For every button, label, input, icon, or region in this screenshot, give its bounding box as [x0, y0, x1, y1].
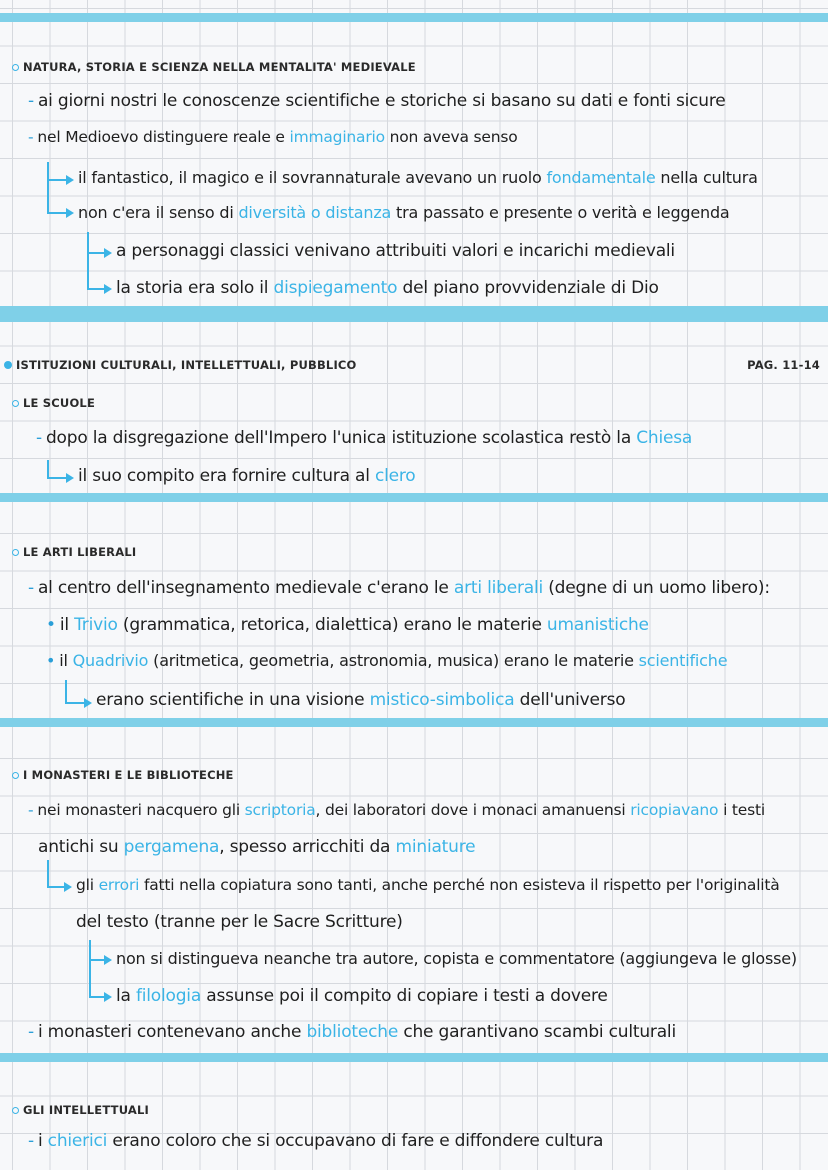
- note-line: del testo (tranne per le Sacre Scritture): [76, 912, 403, 932]
- note-line: la filologia assunse poi il compito di copiare i testi a dovere: [116, 986, 608, 1006]
- note-line: gli errori fatti nella copiatura sono tanti, anche perché non esisteva il rispetto per l'originalità: [76, 876, 780, 894]
- arrow-connector: [90, 940, 104, 997]
- note-line: non si distingueva neanche tra autore, copista e commentatore (aggiungeva le glosse): [116, 949, 797, 968]
- dash-bullet-icon: -: [28, 578, 34, 598]
- arrow-head: [84, 698, 92, 708]
- note-line: - nel Medioevo distinguere reale e immaginario non aveva senso: [28, 128, 518, 146]
- note-line: - dopo la disgregazione dell'Impero l'unica istituzione scolastica restò la Chiesa: [36, 428, 693, 448]
- dash-bullet-icon: -: [28, 128, 34, 146]
- circle-bullet-icon: [12, 400, 19, 407]
- arrow-head: [66, 473, 74, 483]
- page-reference: PAG. 11-14: [747, 358, 820, 372]
- dot-bullet-icon: •: [46, 615, 56, 635]
- subsection-title-scuole: LE SCUOLE: [12, 396, 95, 410]
- dash-bullet-icon: -: [28, 91, 34, 111]
- circle-bullet-icon: [12, 64, 19, 71]
- arrow-head: [64, 882, 72, 892]
- note-line: - i chierici erano coloro che si occupavano di fare e diffondere cultura: [28, 1131, 604, 1151]
- section-title-monasteri: I MONASTERI E LE BIBLIOTECHE: [12, 768, 234, 782]
- arrow-connector: [48, 460, 66, 478]
- circle-bullet-icon: [12, 1107, 19, 1114]
- note-line: • il Quadrivio (aritmetica, geometria, astronomia, musica) erano le materie scientifiche: [46, 651, 728, 670]
- arrow-head: [104, 248, 112, 258]
- arrow-connector: [88, 232, 104, 289]
- arrow-head: [104, 955, 112, 965]
- note-line: - ai giorni nostri le conoscenze scientifiche e storiche si basano su dati e fonti sicure: [28, 91, 726, 111]
- section-title-intellettuali: GLI INTELLETTUALI: [12, 1103, 149, 1117]
- arrow-connector: [48, 162, 66, 213]
- dash-bullet-icon: -: [28, 1131, 34, 1151]
- arrow-connector: [66, 680, 84, 703]
- section-title-natura: NATURA, STORIA E SCIENZA NELLA MENTALITA' MEDIEVALE: [12, 60, 416, 74]
- note-line: erano scientifiche in una visione mistico-simbolica dell'universo: [96, 690, 626, 710]
- note-line: il fantastico, il magico e il sovrannaturale avevano un ruolo fondamentale nella cultura: [78, 168, 758, 187]
- arrow-head: [66, 208, 74, 218]
- note-line: antichi su pergamena, spesso arricchiti da miniature: [38, 837, 476, 857]
- note-line: - al centro dell'insegnamento medievale c'erano le arti liberali (degne di un uomo libero):: [28, 578, 770, 598]
- dash-bullet-icon: -: [36, 428, 42, 448]
- arrow-head: [104, 992, 112, 1002]
- note-line: • il Trivio (grammatica, retorica, dialettica) erano le materie umanistiche: [46, 615, 649, 635]
- note-line: a personaggi classici venivano attribuiti valori e incarichi medievali: [116, 241, 675, 261]
- dash-bullet-icon: -: [28, 801, 34, 819]
- filled-bullet-icon: [4, 361, 12, 369]
- dash-bullet-icon: -: [28, 1022, 34, 1042]
- arrow-connector: [48, 860, 64, 887]
- note-line: la storia era solo il dispiegamento del piano provvidenziale di Dio: [116, 278, 659, 298]
- note-line: - nei monasteri nacquero gli scriptoria, dei laboratori dove i monaci amanuensi ricopiavano i testi: [28, 801, 765, 819]
- circle-bullet-icon: [12, 772, 19, 779]
- arrow-head: [104, 284, 112, 294]
- section-title-arti: LE ARTI LIBERALI: [12, 545, 136, 559]
- note-line: - i monasteri contenevano anche biblioteche che garantivano scambi culturali: [28, 1022, 676, 1042]
- circle-bullet-icon: [12, 549, 19, 556]
- section-title-istituzioni: ISTITUZIONI CULTURALI, INTELLETTUALI, PUBBLICO: [4, 358, 357, 372]
- note-line: il suo compito era fornire cultura al clero: [78, 466, 416, 486]
- arrow-head: [66, 175, 74, 185]
- dot-bullet-icon: •: [46, 651, 56, 670]
- note-line: non c'era il senso di diversità o distanza tra passato e presente o verità e leggenda: [78, 203, 730, 222]
